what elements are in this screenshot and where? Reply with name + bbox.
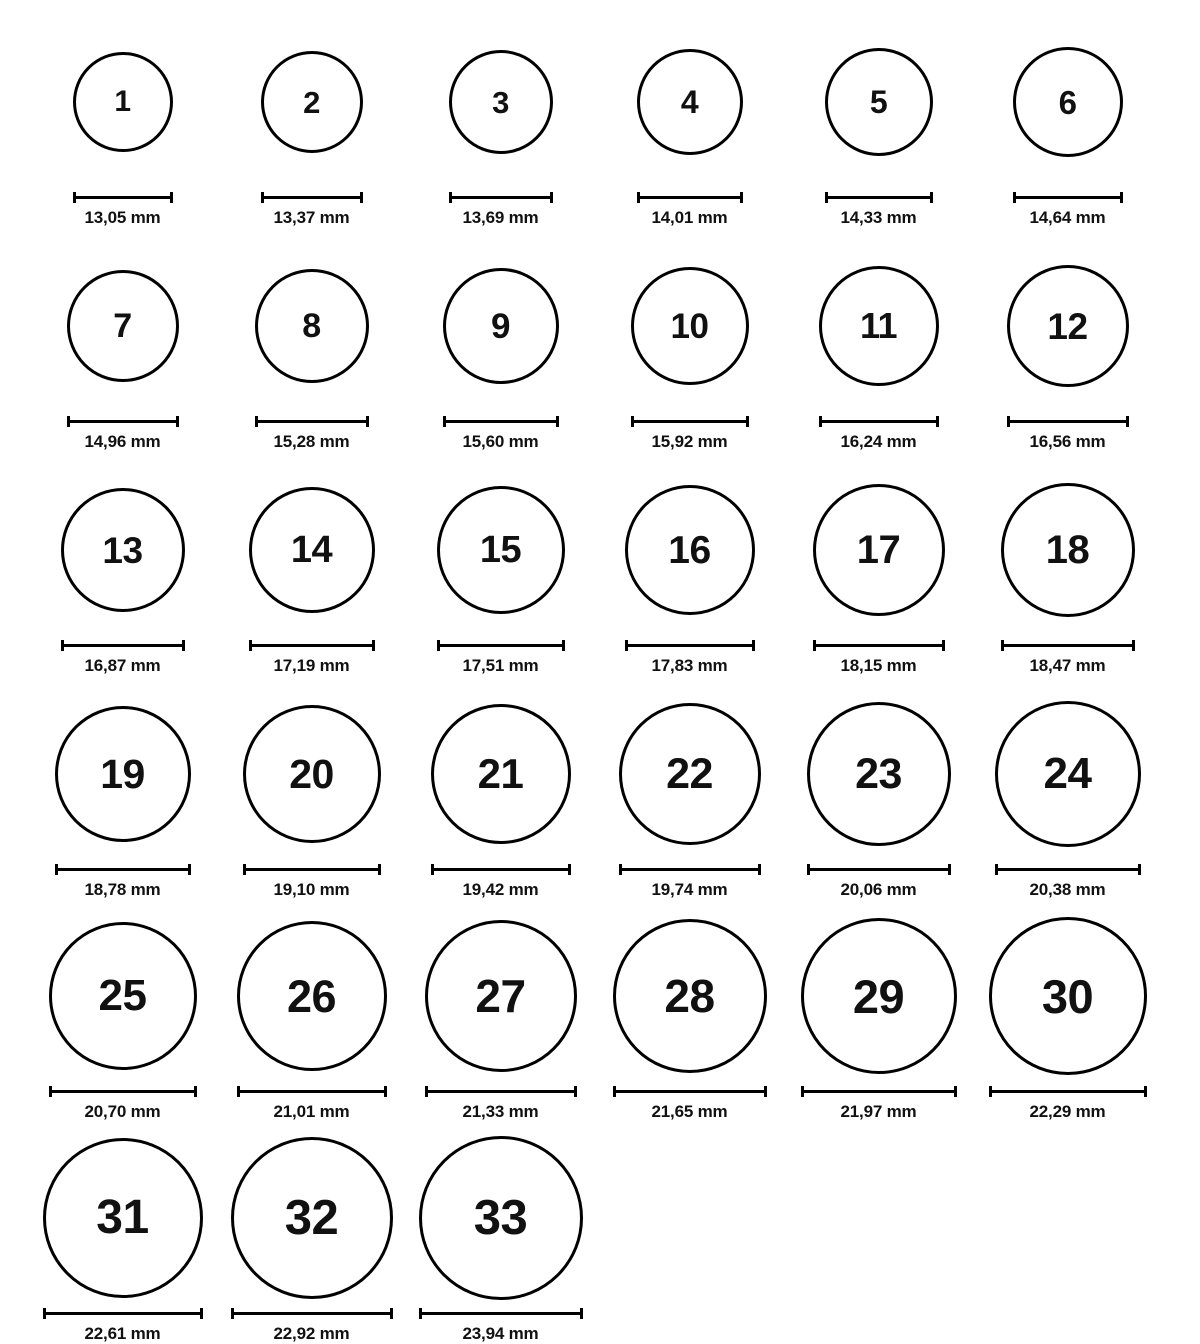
ring-size-number: 12 [1047, 305, 1088, 347]
ring-circle [813, 484, 945, 616]
diameter-measure-bar [1013, 192, 1123, 203]
ring-size-item[interactable] [406, 912, 595, 1122]
ring-size-number: 1 [114, 85, 131, 118]
ring-circle [67, 270, 179, 382]
ring-size-item[interactable] [217, 466, 406, 676]
diameter-measure-bar [825, 192, 933, 203]
ring-circle-wrapper [625, 466, 755, 634]
ring-circle [261, 51, 363, 153]
ring-circle [807, 702, 951, 846]
ring-size-item[interactable] [406, 18, 595, 228]
ring-circle-wrapper [73, 18, 173, 186]
ring-circle-wrapper [55, 690, 191, 858]
measure-line [425, 1090, 577, 1093]
measure-line [625, 644, 755, 647]
ring-size-item[interactable] [28, 18, 217, 228]
ring-size-number: 2 [303, 84, 320, 120]
ring-size-item[interactable] [595, 242, 784, 452]
diameter-measure-bar [431, 864, 571, 875]
ring-circle [231, 1137, 393, 1299]
ring-circle-wrapper [443, 242, 559, 410]
diameter-label: 22,29 mm [1029, 1102, 1106, 1121]
diameter-measure-bar [1001, 640, 1135, 651]
ring-size-item[interactable] [406, 690, 595, 900]
diameter-label: 13,05 mm [84, 208, 161, 227]
diameter-measure-bar [73, 192, 173, 203]
diameter-label: 14,33 mm [840, 208, 917, 227]
ring-circle [43, 1138, 203, 1298]
measure-line [619, 868, 761, 871]
ring-circle [419, 1136, 583, 1300]
ring-circle [243, 705, 381, 843]
diameter-measure-bar [61, 640, 185, 651]
measure-line [807, 868, 951, 871]
ring-circle [1001, 483, 1135, 617]
ring-circle-wrapper [1001, 466, 1135, 634]
ring-size-item[interactable] [595, 18, 784, 228]
ring-size-number: 14 [290, 529, 333, 571]
measure-line [231, 1312, 393, 1315]
diameter-label: 13,37 mm [273, 208, 350, 227]
ring-circle-wrapper [419, 1134, 583, 1302]
diameter-label: 14,96 mm [84, 432, 161, 451]
ring-size-number: 13 [102, 529, 143, 571]
measure-line [243, 868, 381, 871]
diameter-label: 19,74 mm [651, 880, 728, 899]
ring-circle-wrapper [237, 912, 387, 1080]
ring-size-item[interactable] [406, 466, 595, 676]
ring-size-number: 7 [113, 307, 132, 345]
ring-size-item[interactable] [784, 690, 973, 900]
diameter-label: 15,60 mm [462, 432, 539, 451]
ring-circle [1007, 265, 1129, 387]
ring-circle-wrapper [807, 690, 951, 858]
diameter-measure-bar [243, 864, 381, 875]
ring-size-number: 23 [855, 749, 902, 798]
diameter-measure-bar [819, 416, 939, 427]
ring-circle-wrapper [631, 242, 749, 410]
diameter-measure-bar [443, 416, 559, 427]
ring-circle [49, 922, 197, 1070]
diameter-label: 18,78 mm [84, 880, 161, 899]
ring-circle [619, 703, 761, 845]
measure-line [255, 420, 369, 423]
ring-size-number: 32 [284, 1190, 339, 1245]
measure-line [995, 868, 1141, 871]
ring-size-item[interactable] [595, 690, 784, 900]
diameter-measure-bar [813, 640, 945, 651]
diameter-label: 14,64 mm [1029, 208, 1106, 227]
ring-size-item[interactable] [784, 18, 973, 228]
diameter-label: 22,92 mm [273, 1324, 350, 1343]
ring-circle-wrapper [819, 242, 939, 410]
diameter-label: 16,24 mm [840, 432, 917, 451]
ring-size-number: 4 [680, 84, 699, 120]
ring-size-number: 5 [869, 84, 888, 120]
ring-circle [995, 701, 1141, 847]
measure-line [801, 1090, 957, 1093]
ring-circle-wrapper [995, 690, 1141, 858]
diameter-label: 23,94 mm [462, 1324, 539, 1343]
ring-circle-wrapper [49, 912, 197, 1080]
ring-size-number: 16 [668, 528, 711, 572]
ring-circle [637, 49, 743, 155]
measure-line [73, 196, 173, 199]
measure-line [1013, 196, 1123, 199]
ring-circle-wrapper [255, 242, 369, 410]
ring-size-number: 10 [670, 306, 709, 346]
diameter-measure-bar [425, 1086, 577, 1097]
diameter-label: 16,87 mm [84, 656, 161, 675]
ring-circle [613, 919, 767, 1073]
ring-circle-wrapper [613, 912, 767, 1080]
diameter-measure-bar [55, 864, 191, 875]
ring-circle-wrapper [801, 912, 957, 1080]
diameter-label: 14,01 mm [651, 208, 728, 227]
ring-circle-wrapper [1007, 242, 1129, 410]
diameter-measure-bar [249, 640, 375, 651]
diameter-label: 15,28 mm [273, 432, 350, 451]
ring-size-item[interactable] [784, 912, 973, 1122]
diameter-label: 17,51 mm [462, 656, 539, 675]
diameter-label: 20,38 mm [1029, 880, 1106, 899]
ring-size-number: 27 [475, 970, 526, 1022]
diameter-measure-bar [419, 1308, 583, 1319]
ring-circle-wrapper [825, 18, 933, 186]
diameter-label: 16,56 mm [1029, 432, 1106, 451]
ring-circle-wrapper [243, 690, 381, 858]
ring-size-item[interactable] [973, 466, 1162, 676]
ring-circle [801, 918, 957, 1074]
ring-size-number: 25 [98, 971, 147, 1020]
ring-circle-wrapper [813, 466, 945, 634]
ring-size-number: 18 [1045, 528, 1090, 572]
ring-circle [425, 920, 577, 1072]
ring-circle [249, 487, 375, 613]
ring-size-number: 19 [100, 750, 145, 797]
ring-circle-wrapper [1013, 18, 1123, 186]
ring-size-number: 3 [492, 84, 509, 120]
ring-size-item[interactable] [28, 242, 217, 452]
ring-size-item[interactable] [784, 242, 973, 452]
diameter-measure-bar [1007, 416, 1129, 427]
diameter-measure-bar [43, 1308, 203, 1319]
ring-size-item[interactable] [406, 242, 595, 452]
ring-size-number: 9 [491, 306, 510, 346]
diameter-measure-bar [801, 1086, 957, 1097]
diameter-measure-bar [49, 1086, 197, 1097]
ring-size-item[interactable] [973, 690, 1162, 900]
measure-line [989, 1090, 1147, 1093]
ring-size-item[interactable] [217, 912, 406, 1122]
ring-circle-wrapper [261, 18, 363, 186]
ring-circle [825, 48, 933, 156]
diameter-label: 21,65 mm [651, 1102, 728, 1121]
ring-circle [73, 52, 173, 152]
diameter-label: 21,01 mm [273, 1102, 350, 1121]
ring-circle [443, 268, 559, 384]
ring-size-item[interactable] [406, 1134, 595, 1344]
measure-line [813, 644, 945, 647]
ring-circle-wrapper [989, 912, 1147, 1080]
diameter-measure-bar [237, 1086, 387, 1097]
ring-size-item[interactable] [217, 242, 406, 452]
measure-line [43, 1312, 203, 1315]
ring-circle-wrapper [61, 466, 185, 634]
ring-size-number: 8 [302, 307, 321, 345]
ring-size-item[interactable] [217, 18, 406, 228]
ring-circle-wrapper [449, 18, 553, 186]
diameter-measure-bar [261, 192, 363, 203]
ring-size-item[interactable] [28, 466, 217, 676]
ring-circle-wrapper [619, 690, 761, 858]
ring-size-number: 21 [477, 750, 524, 797]
diameter-label: 18,47 mm [1029, 656, 1106, 675]
ring-size-number: 24 [1043, 749, 1092, 798]
ring-circle [55, 706, 191, 842]
measure-line [819, 420, 939, 423]
ring-circle-wrapper [249, 466, 375, 634]
diameter-label: 21,97 mm [840, 1102, 917, 1121]
measure-line [49, 1090, 197, 1093]
diameter-label: 21,33 mm [462, 1102, 539, 1121]
ring-circle-wrapper [425, 912, 577, 1080]
diameter-label: 17,83 mm [651, 656, 728, 675]
measure-line [613, 1090, 767, 1093]
measure-line [55, 868, 191, 871]
measure-line [449, 196, 553, 199]
ring-size-number: 33 [473, 1190, 528, 1245]
ring-size-number: 26 [286, 970, 337, 1022]
diameter-measure-bar [637, 192, 743, 203]
diameter-label: 15,92 mm [651, 432, 728, 451]
measure-line [1001, 644, 1135, 647]
diameter-label: 22,61 mm [84, 1324, 161, 1343]
ring-size-item[interactable] [217, 1134, 406, 1344]
measure-line [1007, 420, 1129, 423]
ring-circle [61, 488, 185, 612]
ring-size-item[interactable] [217, 690, 406, 900]
measure-line [637, 196, 743, 199]
diameter-label: 18,15 mm [840, 656, 917, 675]
ring-circle-wrapper [43, 1134, 203, 1302]
diameter-measure-bar [67, 416, 179, 427]
ring-size-item[interactable] [595, 912, 784, 1122]
ring-size-row [28, 690, 1172, 900]
ring-size-number: 29 [852, 969, 905, 1023]
measure-line [249, 644, 375, 647]
ring-size-number: 11 [859, 305, 898, 346]
diameter-measure-bar [807, 864, 951, 875]
measure-line [61, 644, 185, 647]
ring-circle [631, 267, 749, 385]
diameter-label: 20,06 mm [840, 880, 917, 899]
ring-size-number: 15 [479, 529, 522, 571]
ring-size-number: 30 [1041, 969, 1094, 1023]
ring-circle-wrapper [431, 690, 571, 858]
ring-circle [431, 704, 571, 844]
ring-circle [989, 917, 1147, 1075]
measure-line [67, 420, 179, 423]
diameter-measure-bar [625, 640, 755, 651]
ring-size-number: 6 [1058, 83, 1077, 121]
ring-circle [819, 266, 939, 386]
ring-size-row [28, 912, 1172, 1122]
diameter-measure-bar [995, 864, 1141, 875]
ring-size-number: 20 [289, 750, 334, 797]
diameter-measure-bar [989, 1086, 1147, 1097]
ring-circle-wrapper [437, 466, 565, 634]
measure-line [825, 196, 933, 199]
measure-line [419, 1312, 583, 1315]
diameter-label: 19,42 mm [462, 880, 539, 899]
ring-circle-wrapper [231, 1134, 393, 1302]
diameter-label: 20,70 mm [84, 1102, 161, 1121]
measure-line [237, 1090, 387, 1093]
ring-circle [449, 50, 553, 154]
ring-circle [237, 921, 387, 1071]
measure-line [261, 196, 363, 199]
ring-size-number: 28 [664, 970, 715, 1022]
diameter-label: 19,10 mm [273, 880, 350, 899]
measure-line [437, 644, 565, 647]
ring-circle [255, 269, 369, 383]
ring-circle [1013, 47, 1123, 157]
diameter-measure-bar [231, 1308, 393, 1319]
ring-size-row [28, 18, 1172, 228]
ring-size-number: 17 [856, 528, 901, 572]
ring-size-item[interactable] [28, 690, 217, 900]
ring-size-item[interactable] [28, 912, 217, 1122]
ring-size-item[interactable] [973, 18, 1162, 228]
diameter-measure-bar [613, 1086, 767, 1097]
ring-size-item[interactable] [595, 466, 784, 676]
ring-circle-wrapper [637, 18, 743, 186]
measure-line [631, 420, 749, 423]
diameter-label: 13,69 mm [462, 208, 539, 227]
ring-circle [625, 485, 755, 615]
ring-size-row [28, 1134, 1172, 1344]
ring-size-number: 31 [96, 1191, 149, 1244]
diameter-measure-bar [449, 192, 553, 203]
ring-size-number: 22 [666, 749, 713, 798]
ring-size-item[interactable] [973, 912, 1162, 1122]
ring-size-row [28, 466, 1172, 676]
ring-size-item[interactable] [28, 1134, 217, 1344]
ring-circle-wrapper [67, 242, 179, 410]
diameter-measure-bar [437, 640, 565, 651]
ring-size-item[interactable] [973, 242, 1162, 452]
diameter-label: 17,19 mm [273, 656, 350, 675]
measure-line [431, 868, 571, 871]
diameter-measure-bar [619, 864, 761, 875]
diameter-measure-bar [631, 416, 749, 427]
ring-size-item[interactable] [784, 466, 973, 676]
ring-circle [437, 486, 565, 614]
diameter-measure-bar [255, 416, 369, 427]
ring-size-row [28, 242, 1172, 452]
measure-line [443, 420, 559, 423]
